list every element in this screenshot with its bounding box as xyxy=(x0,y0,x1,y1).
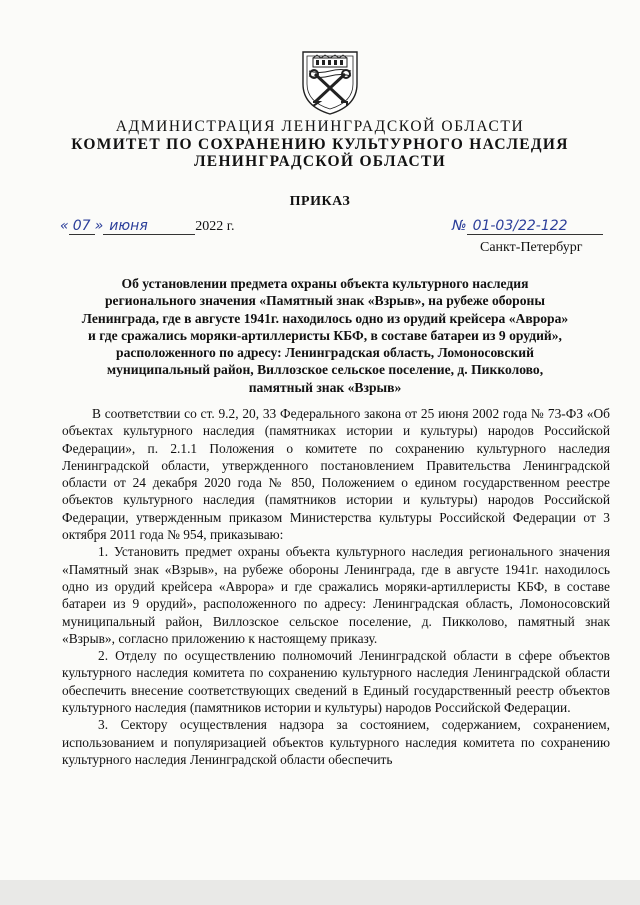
paragraph-item-1: 1. Установить предмет охраны объекта культурного наследия регионального значения «Памятный знак «Взрыв», на рубеже обороны Ленинграда, где в августе 1941г. находилось одно из орудий крейсера «Аврора» и где сражались моряки-артиллеристы КБФ, в составе батареи из 9 орудий», расположенного по адресу: Ленинградская область, Ломоносовский муниципальный район, Виллозское сельское поселение, д. Пикколово, памятный знак «Взрыв», согласно приложению к настоящему приказу. xyxy=(62,544,610,646)
number-value: 01-03/22-122 xyxy=(467,218,603,235)
committee-title: КОМИТЕТ ПО СОХРАНЕНИЮ КУЛЬТУРНОГО НАСЛЕДИЯ xyxy=(71,136,569,153)
paragraph-item-3: 3. Сектору осуществления надзора за состоянием, содержанием, сохранением, использованием и популяризацией объектов культурного наследия комитета по сохранению культурного наследия Ленинградской области обеспечить xyxy=(62,717,610,767)
date-year: 2022 г. xyxy=(195,219,235,234)
administration-title: АДМИНИСТРАЦИЯ ЛЕНИНГРАДСКОЙ ОБЛАСТИ xyxy=(115,118,525,135)
city: Санкт-Петербург xyxy=(480,240,583,255)
order-title: ПРИКАЗ xyxy=(289,194,351,209)
committee-title-region: ЛЕНИНГРАДСКОЙ ОБЛАСТИ xyxy=(193,153,447,170)
order-subject: Об установлении предмета охраны объекта культурного наследия регионального значения «Памятный знак «Взрыв», на рубеже обороны Ленинграда, где в августе 1941г. находилось одно из орудий крейсера «Аврора» и где сражались моряки-артиллеристы КБФ, в составе батареи из 9 орудий», расположенного по адресу: Ленинградская область, Ломоносовский муниципальный район, Виллозское сельское поселение, д. Пикколово, памятный знак «Взрыв» xyxy=(81,276,569,395)
order-body xyxy=(62,405,610,768)
date-month: июня xyxy=(103,218,195,235)
order-date xyxy=(60,218,234,235)
date-open-quote: « xyxy=(60,218,69,234)
coat-of-arms-icon xyxy=(299,44,361,116)
order-number xyxy=(452,218,603,235)
scan-bottom-margin xyxy=(0,880,640,905)
date-close-quote: » xyxy=(94,218,104,234)
date-day: 07 xyxy=(69,218,95,235)
paragraph-preamble: В соответствии со ст. 9.2, 20, 33 Федерального закона от 25 июня 2002 года № 73-ФЗ «Об объектах культурного наследия (памятниках истории и культуры) народов Российской Федерации», п. 2.1.1 Положения о комитете по сохранению культурного наследия Ленинградской области, утвержденного постановлением Правительства Ленинградской области от 24 декабря 2020 года № 850, Положением о едином государственном реестре объектов культурного наследия (памятников истории и культуры) народов Российской Федерации, утвержденным приказом Министерства культуры Российской Федерации от 3 октября 2011 года № 954, приказываю: xyxy=(62,406,610,543)
paragraph-item-2: 2. Отделу по осуществлению полномочий Ленинградской области в сфере объектов культурного наследия комитета по сохранению культурного наследия Ленинградской области обеспечить внесение соответствующих сведений в Единый государственный реестр объектов культурного наследия (памятников истории и культуры) народов Российской Федерации. xyxy=(62,648,610,716)
number-prefix: № xyxy=(452,218,467,234)
